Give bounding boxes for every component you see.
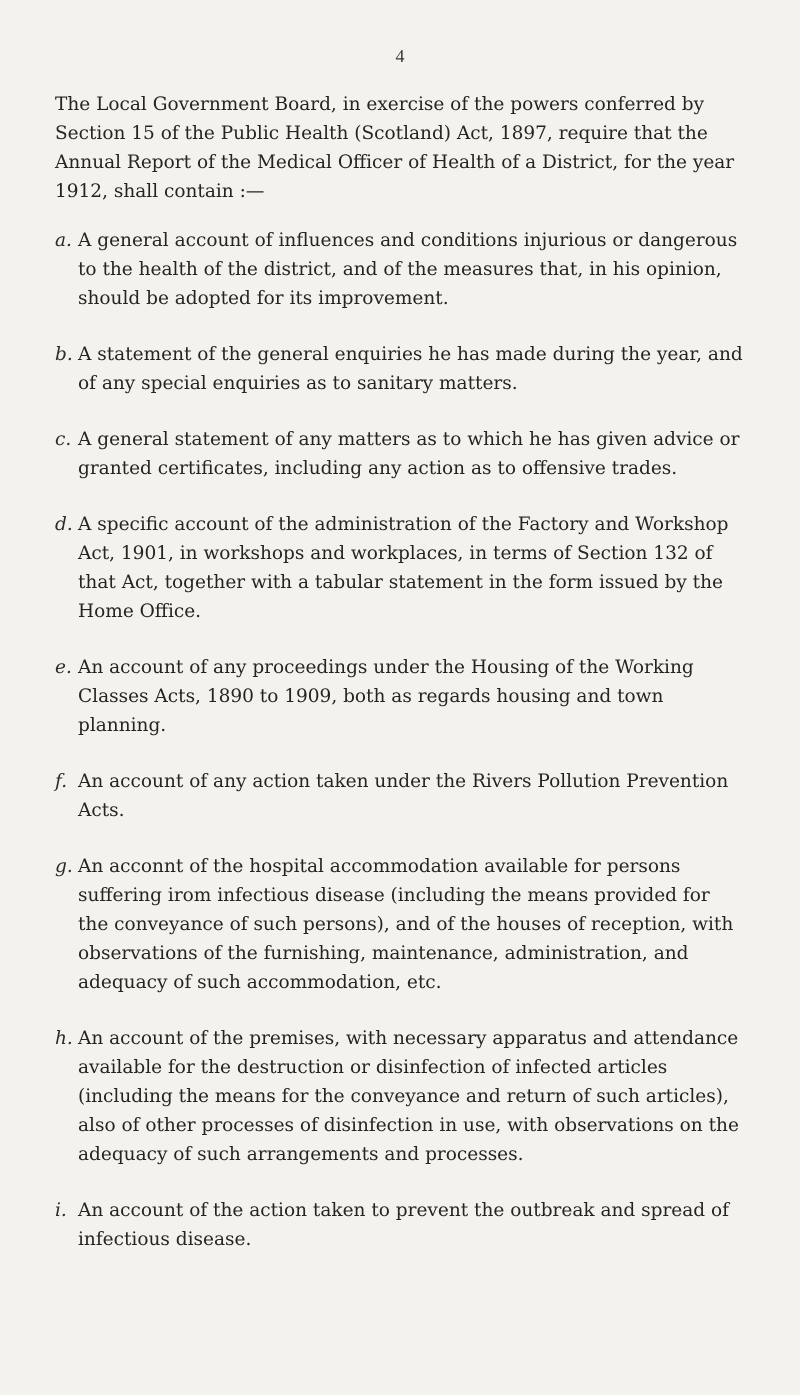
list-item-i (55, 1196, 745, 1254)
item-letter: g. (55, 856, 73, 877)
item-letter: c. (55, 429, 72, 450)
item-letter: a. (55, 230, 72, 251)
intro-paragraph: The Local Government Board, in exercise of the powers conferred by Section 15 of the Public Health (Scotland) Act, 1897, require that the Annual Report of the Medical Officer of Health of a District, for the year 1912, shall contain :— (55, 94, 735, 202)
item-text: An account of any proceedings under the Housing of the Working Classes Acts, 1890 to 1909, both as regards housing and town planning. (78, 657, 694, 736)
list-item-f (55, 767, 745, 825)
list-item-e (55, 653, 745, 740)
item-letter: e. (55, 657, 72, 678)
item-text: An account of the action taken to prevent the outbreak and spread of infectious disease. (78, 1200, 729, 1250)
list-item-d (55, 510, 745, 626)
item-text: A specific account of the administration of the Factory and Workshop Act, 1901, in workshops and workplaces, in terms of Section 132 of that Act, together with a tabular statement in the form issued by the Home Office. (78, 514, 729, 622)
item-text: A statement of the general enquiries he has made during the year, and of any special enquiries as to sanitary matters. (78, 344, 743, 394)
item-text: An account of any action taken under the Rivers Pollution Prevention Acts. (78, 771, 729, 821)
item-letter: d. (55, 514, 73, 535)
item-text: A general account of influences and conditions injurious or dangerous to the health of the district, and of the measures that, in his opinion, should be adopted for its improvement. (78, 230, 738, 309)
requirements-list (55, 226, 745, 1281)
page-number: 4 (395, 46, 405, 66)
item-text: An acconnt of the hospital accommodation available for persons suffering irom infectious disease (including the means provided for the conveyance of such persons), and of the houses of reception, with observations of the furnishing, maintenance, administration, and adequacy of such accommodation, etc. (78, 856, 734, 993)
item-letter: i. (55, 1200, 67, 1221)
item-letter: b. (55, 344, 73, 365)
item-letter: h. (55, 1028, 73, 1049)
item-text: A general statement of any matters as to which he has given advice or granted certificates, including any action as to offensive trades. (78, 429, 740, 479)
list-item-b (55, 340, 745, 398)
list-item-h (55, 1024, 745, 1169)
list-item-g (55, 852, 745, 997)
list-item-c (55, 425, 745, 483)
item-letter: f. (55, 771, 68, 792)
item-text: An account of the premises, with necessary apparatus and attendance available for the destruction or disinfection of infected articles (including the means for the conveyance and return of such articles), also of other processes of disinfection in use, with observations on the adequacy of such arrangements and processes. (78, 1028, 739, 1165)
list-item-a (55, 226, 745, 313)
